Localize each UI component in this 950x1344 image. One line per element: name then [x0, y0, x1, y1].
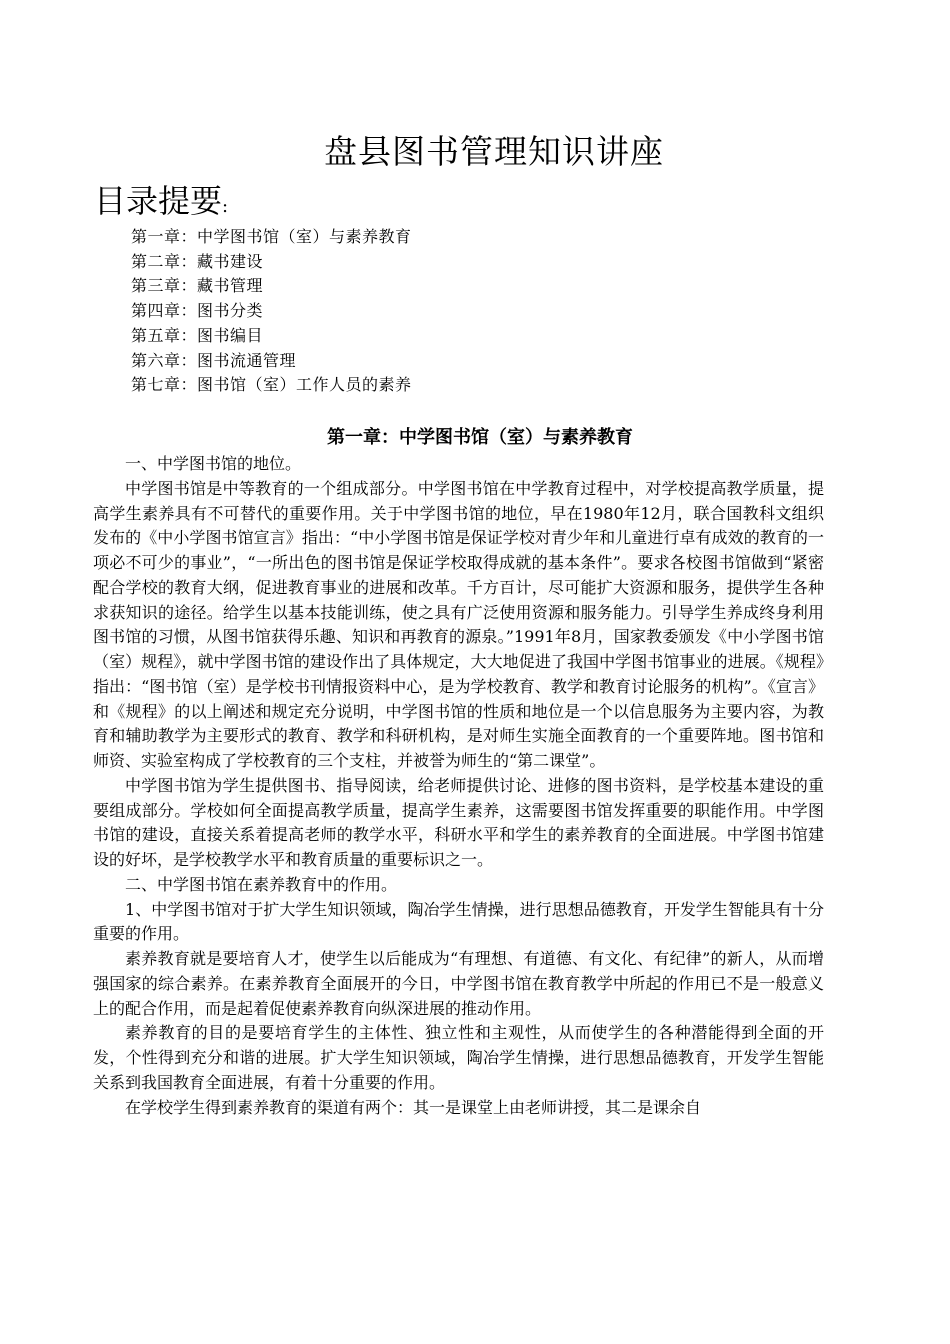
body-paragraph: 中学图书馆为学生提供图书、指导阅读，给老师提供讨论、进修的图书资料，是学校基本建设的重要组成部分。学校如何全面提高教学质量，提高学生素养，这需要图书馆发挥重要的职能作用。中学图书馆的建设，直接关系着提高老师的教学水平，科研水平和学生的素养教育的全面进展。中学图书馆建设的好坏，是学校教学水平和教育质量的重要标识之一。 — [93, 775, 824, 869]
toc-item-chapter-4: 第四章：图书分类 — [131, 301, 264, 321]
toc-item-chapter-1: 第一章：中学图书馆（室）与素养教育 — [131, 227, 412, 246]
body-paragraph: 中学图书馆是中等教育的一个组成部分。中学图书馆在中学教育过程中，对学校提高教学质量，提高学生素养具有不可替代的重要作用。关于中学图书馆的地位，早在1980年12月，联合国教科文组织发布的《中小学图书馆宣言》指出：“中小学图书馆是保证学校对青少年和儿童进行卓有成效的教育的一项必不可少的事业”，“一所出色的图书馆是保证学校取得成就的基本条件”。要求各校图书馆做到“紧密配合学校的教育大纲，促进教育事业的进展和改革。千方百计，尽可能扩大资源和服务，提供学生各种求获知识的途径。给学生以基本技能训练，使之具有广泛使用资源和服务能力。引导学生养成终身利用图书馆的习惯，从图书馆获得乐趣、知识和再教育的源泉。”1991年8月，国家教委颁发《中小学图书馆（室）规程》，就中学图书馆的建设作出了具体规定，大大地促进了我国中学图书馆事业的进展。《规程》指出：“图书馆（室）是学校书刊情报资料中心，是为学校教育、教学和教育讨论服务的机构”。《宣言》和《规程》的以上阐述和规定充分说明，中学图书馆的性质和地位是一个以信息服务为主要内容，为教育和辅助教学为主要形式的教育、教学和科研机构，是对师生实施全面教育的一个重要阵地。图书馆和师资、实验室构成了学校教育的三个支柱，并被誉为师生的“第二课堂”。 — [93, 478, 824, 770]
body-paragraph: 在学校学生得到素养教育的渠道有两个：其一是课堂上由老师讲授，其二是课余自 — [125, 1097, 702, 1117]
section-heading-role: 二、中学图书馆在素养教育中的作用。 — [125, 874, 398, 894]
toc-item-chapter-7: 第七章：图书馆（室）工作人员的素养 — [131, 375, 412, 395]
chapter-one-body — [93, 452, 824, 1120]
body-paragraph: 素养教育的目的是要培育学生的主体性、独立性和主观性，从而使学生的各种潜能得到全面的开发，个性得到充分和谐的进展。扩大学生知识领域，陶冶学生情操，进行思想品德教育，开发学生智能关系到我国教育全面进展，有着十分重要的作用。 — [93, 1023, 824, 1092]
toc-heading-colon: : — [222, 196, 229, 217]
toc-heading — [94, 180, 228, 228]
toc-item-chapter-3: 第三章：藏书管理 — [131, 276, 264, 296]
document-title: 盘县图书管理知识讲座 — [324, 132, 664, 171]
toc-item-chapter-5: 第五章：图书编目 — [131, 325, 264, 345]
toc-item-chapter-6: 第六章：图书流通管理 — [131, 350, 297, 370]
chapter-one-heading: 第一章：中学图书馆（室）与素养教育 — [327, 427, 633, 448]
body-paragraph: 素养教育就是要培育人才，使学生以后能成为“有理想、有道德、有文化、有纪律”的新人，从而增强国家的综合素养。在素养教育全面展开的今日，中学图书馆在教育教学中所起的作用已不是一般意义上的配合作用，而是起着促使素养教育向纵深进展的推动作用。 — [93, 949, 824, 1018]
section-heading-position: 一、中学图书馆的地位。 — [125, 454, 302, 473]
body-paragraph: 1、中学图书馆对于扩大学生知识领域，陶冶学生情操，进行思想品德教育，开发学生智能具有十分重要的作用。 — [93, 899, 824, 944]
toc-heading-text: 目录提要 — [94, 182, 223, 220]
toc-item-chapter-2: 第二章：藏书建设 — [131, 251, 264, 271]
table-of-contents — [131, 225, 412, 398]
